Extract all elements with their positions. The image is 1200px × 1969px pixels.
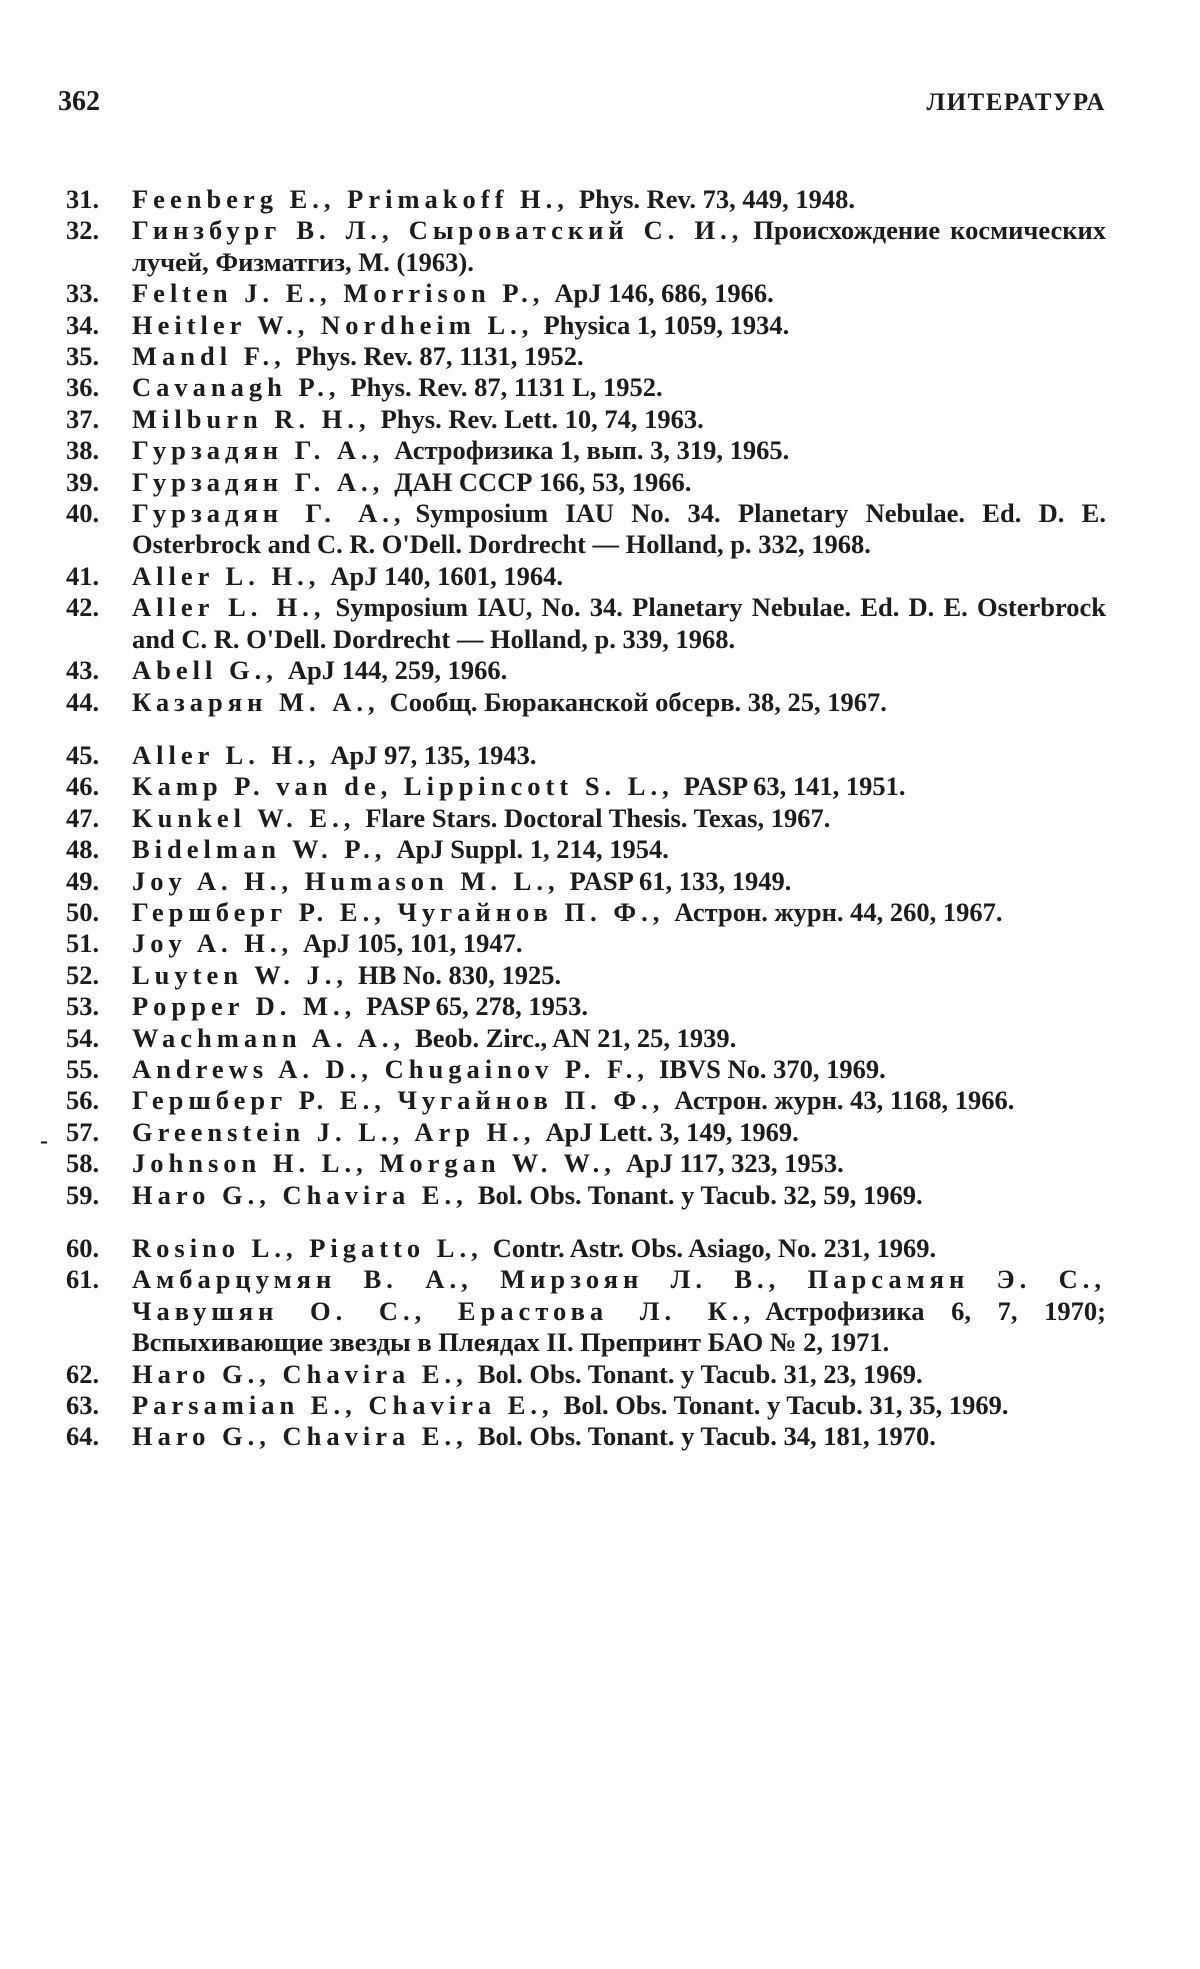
reference-number: 41. xyxy=(66,560,100,591)
page-number: 362 xyxy=(58,86,100,117)
reference-authors: Aller L. H., xyxy=(132,592,326,623)
reference-source: Symposium IAU No. 34. Planetary Nebulae. Ed. D. E. Osterbrock and C. R. O'Dell. Dordrecht — Holland, p. 332, 1968. xyxy=(132,498,1106,560)
reference-item xyxy=(66,404,1106,435)
reference-authors: Johnson H. L., Morgan W. W., xyxy=(132,1148,616,1179)
reference-number: 54. xyxy=(66,1022,100,1053)
reference-source: ApJ 146, 686, 1966. xyxy=(554,278,774,309)
reference-number: 47. xyxy=(66,802,100,833)
reference-authors: Heitler W., Nordheim L., xyxy=(132,309,534,340)
reference-source: Phys. Rev. 87, 1131 L, 1952. xyxy=(350,372,663,403)
reference-number: 35. xyxy=(66,341,100,372)
reference-authors: Wachmann A. A., xyxy=(132,1022,406,1053)
reference-number: 53. xyxy=(66,991,100,1022)
reference-source: Phys. Rev. 87, 1131, 1952. xyxy=(295,341,584,372)
reference-source: Beob. Zirc., AN 21, 25, 1939. xyxy=(415,1022,737,1053)
reference-authors: Joy A. H., Humason M. L., xyxy=(132,865,560,896)
reference-authors: Felten J. E., Morrison P., xyxy=(132,278,545,309)
reference-source: IBVS No. 370, 1969. xyxy=(659,1053,886,1084)
reference-authors: Haro G., Chavira E., xyxy=(132,1358,468,1389)
reference-source: Physica 1, 1059, 1934. xyxy=(543,309,790,340)
reference-item xyxy=(66,655,1106,686)
reference-number: 42. xyxy=(66,592,100,623)
reference-number: 61. xyxy=(66,1264,100,1295)
reference-item xyxy=(66,960,1106,991)
reference-authors: Амбарцумян В. А., Мирзоян Л. В., Парсамян Э. С., Чавушян О. С., Ерастова Л. К., xyxy=(132,1264,1106,1326)
reference-item xyxy=(66,928,1106,959)
reference-source: Астрон. журн. 43, 1168, 1966. xyxy=(674,1085,1015,1116)
reference-item xyxy=(66,278,1106,309)
reference-source: HB No. 830, 1925. xyxy=(357,959,562,990)
reference-authors: Feenberg E., Primakoff H., xyxy=(132,184,569,214)
reference-source: ApJ Lett. 3, 149, 1969. xyxy=(545,1116,799,1147)
reference-authors: Mandl F., xyxy=(132,341,286,372)
reference-number: 36. xyxy=(66,372,100,403)
reference-source: Сообщ. Бюраканской обсерв. 38, 25, 1967. xyxy=(389,686,887,717)
reference-item xyxy=(66,467,1106,498)
reference-source: Phys. Rev. 73, 449, 1948. xyxy=(578,184,855,214)
reference-item xyxy=(66,1054,1106,1085)
reference-source: Symposium IAU, No. 34. Planetary Nebulae. Ed. D. E. Osterbrock and C. R. O'Dell. Dordrecht — Holland, p. 339, 1968. xyxy=(132,592,1107,654)
reference-item xyxy=(66,1421,1106,1452)
reference-number: 64. xyxy=(66,1421,100,1452)
reference-source: ApJ 117, 323, 1953. xyxy=(625,1148,844,1179)
margin-mark: - xyxy=(40,1128,48,1154)
reference-item xyxy=(66,435,1106,466)
reference-item xyxy=(66,771,1106,802)
reference-number: 51. xyxy=(66,928,100,959)
reference-authors: Гурзадян Г. А., xyxy=(132,466,385,497)
reference-number: 40. xyxy=(66,498,100,529)
reference-item xyxy=(66,498,1106,561)
reference-number: 39. xyxy=(66,466,100,497)
reference-number: 62. xyxy=(66,1358,100,1389)
reference-source: ApJ 97, 135, 1943. xyxy=(330,739,537,770)
reference-item xyxy=(66,215,1106,278)
reference-source: Bol. Obs. Tonant. y Tacub. 31, 35, 1969. xyxy=(563,1390,1009,1421)
reference-number: 43. xyxy=(66,655,100,686)
reference-number: 44. xyxy=(66,686,100,717)
reference-item xyxy=(66,803,1106,834)
reference-item xyxy=(66,372,1106,403)
reference-item xyxy=(66,561,1106,592)
reference-source: Bol. Obs. Tonant. y Tacub. 32, 59, 1969. xyxy=(477,1179,923,1210)
reference-number: 37. xyxy=(66,403,100,434)
reference-item xyxy=(66,687,1106,718)
reference-number: 52. xyxy=(66,959,100,990)
reference-item xyxy=(66,991,1106,1022)
reference-source: Bol. Obs. Tonant. y Tacub. 34, 181, 1970. xyxy=(477,1421,936,1452)
reference-authors: Milburn R. H., xyxy=(132,403,371,434)
reference-source: Flare Stars. Doctoral Thesis. Texas, 1967. xyxy=(365,802,831,833)
reference-source: ApJ Suppl. 1, 214, 1954. xyxy=(396,834,669,865)
reference-item xyxy=(66,310,1106,341)
reference-number: 32. xyxy=(66,215,100,246)
reference-item xyxy=(66,1117,1106,1148)
reference-number: 38. xyxy=(66,435,100,466)
reference-authors: Гурзадян Г. А., xyxy=(132,435,385,466)
reference-number: 56. xyxy=(66,1085,100,1116)
page-header xyxy=(58,86,1106,118)
reference-source: Астрофизика 6, 7, 1970; Вспыхивающие звезды в Плеядах II. Препринт БАО № 2, 1971. xyxy=(132,1295,1106,1358)
reference-number: 59. xyxy=(66,1179,100,1210)
reference-authors: Гинзбург В. Л., Сыроватский С. И., xyxy=(132,215,744,246)
reference-source: Астрон. журн. 44, 260, 1967. xyxy=(674,896,1003,927)
reference-number: 48. xyxy=(66,834,100,865)
reference-source: PASP 63, 141, 1951. xyxy=(683,771,906,802)
reference-authors: Гурзадян Г. А., xyxy=(132,498,406,529)
reference-authors: Greenstein J. L., Arp H., xyxy=(132,1116,536,1147)
reference-number: 45. xyxy=(66,739,100,770)
reference-item xyxy=(66,341,1106,372)
reference-number: 33. xyxy=(66,278,100,309)
reference-authors: Abell G., xyxy=(132,655,278,686)
reference-number: 31. xyxy=(66,184,100,214)
reference-authors: Joy A. H., xyxy=(132,928,294,959)
reference-item xyxy=(66,866,1106,897)
reference-number: 34. xyxy=(66,309,100,340)
reference-authors: Haro G., Chavira E., xyxy=(132,1421,468,1452)
reference-number: 49. xyxy=(66,865,100,896)
reference-source: ApJ 140, 1601, 1964. xyxy=(330,560,563,591)
reference-source: Contr. Astr. Obs. Asiago, No. 231, 1969. xyxy=(492,1233,937,1263)
reference-authors: Luyten W. J., xyxy=(132,959,348,990)
reference-source: Bol. Obs. Tonant. y Tacub. 31, 23, 1969. xyxy=(477,1358,923,1389)
reference-authors: Andrews A. D., Chugainov P. F., xyxy=(132,1053,650,1084)
reference-authors: Bidelman W. P., xyxy=(132,834,387,865)
reference-number: 55. xyxy=(66,1053,100,1084)
reference-number: 50. xyxy=(66,896,100,927)
reference-number: 57. xyxy=(66,1116,100,1147)
reference-item xyxy=(66,1085,1106,1116)
reference-authors: Haro G., Chavira E., xyxy=(132,1179,468,1210)
reference-number: 58. xyxy=(66,1148,100,1179)
reference-source: PASP 61, 133, 1949. xyxy=(569,865,792,896)
reference-number: 60. xyxy=(66,1233,100,1263)
reference-item xyxy=(66,1023,1106,1054)
reference-list xyxy=(66,184,1106,1453)
reference-authors: Popper D. M., xyxy=(132,991,357,1022)
reference-authors: Kamp P. van de, Lippincott S. L., xyxy=(132,771,674,802)
reference-authors: Aller L. H., xyxy=(132,560,321,591)
reference-item xyxy=(66,1148,1106,1179)
reference-authors: Aller L. H., xyxy=(132,739,321,770)
reference-authors: Гершберг Р. Е., Чугайнов П. Ф., xyxy=(132,896,665,927)
running-title: ЛИТЕРАТУРА xyxy=(926,89,1106,116)
reference-number: 63. xyxy=(66,1390,100,1421)
reference-item xyxy=(66,1233,1106,1264)
reference-source: Происхождение космических лучей, Физматгиз, М. (1963). xyxy=(132,215,1107,277)
reference-authors: Гершберг Р. Е., Чугайнов П. Ф., xyxy=(132,1085,665,1116)
reference-source: Phys. Rev. Lett. 10, 74, 1963. xyxy=(380,403,704,434)
reference-item xyxy=(66,834,1106,865)
reference-authors: Kunkel W. E., xyxy=(132,802,356,833)
reference-number: 46. xyxy=(66,771,100,802)
reference-item xyxy=(66,592,1106,655)
reference-item xyxy=(66,740,1106,771)
reference-authors: Rosino L., Pigatto L., xyxy=(132,1233,483,1263)
reference-item xyxy=(66,1180,1106,1211)
reference-authors: Казарян М. А., xyxy=(132,686,380,717)
reference-authors: Cavanagh P., xyxy=(132,372,341,403)
reference-source: ApJ 105, 101, 1947. xyxy=(303,928,523,959)
reference-item xyxy=(66,184,1106,215)
reference-item xyxy=(66,1264,1106,1358)
reference-source: ApJ 144, 259, 1966. xyxy=(287,655,508,686)
reference-source: PASP 65, 278, 1953. xyxy=(366,991,589,1022)
reference-source: Астрофизика 1, вып. 3, 319, 1965. xyxy=(394,435,790,466)
reference-item xyxy=(66,897,1106,928)
reference-source: ДАН СССР 166, 53, 1966. xyxy=(394,466,692,497)
reference-item xyxy=(66,1390,1106,1421)
reference-item xyxy=(66,1359,1106,1390)
reference-authors: Parsamian E., Chavira E., xyxy=(132,1390,554,1421)
